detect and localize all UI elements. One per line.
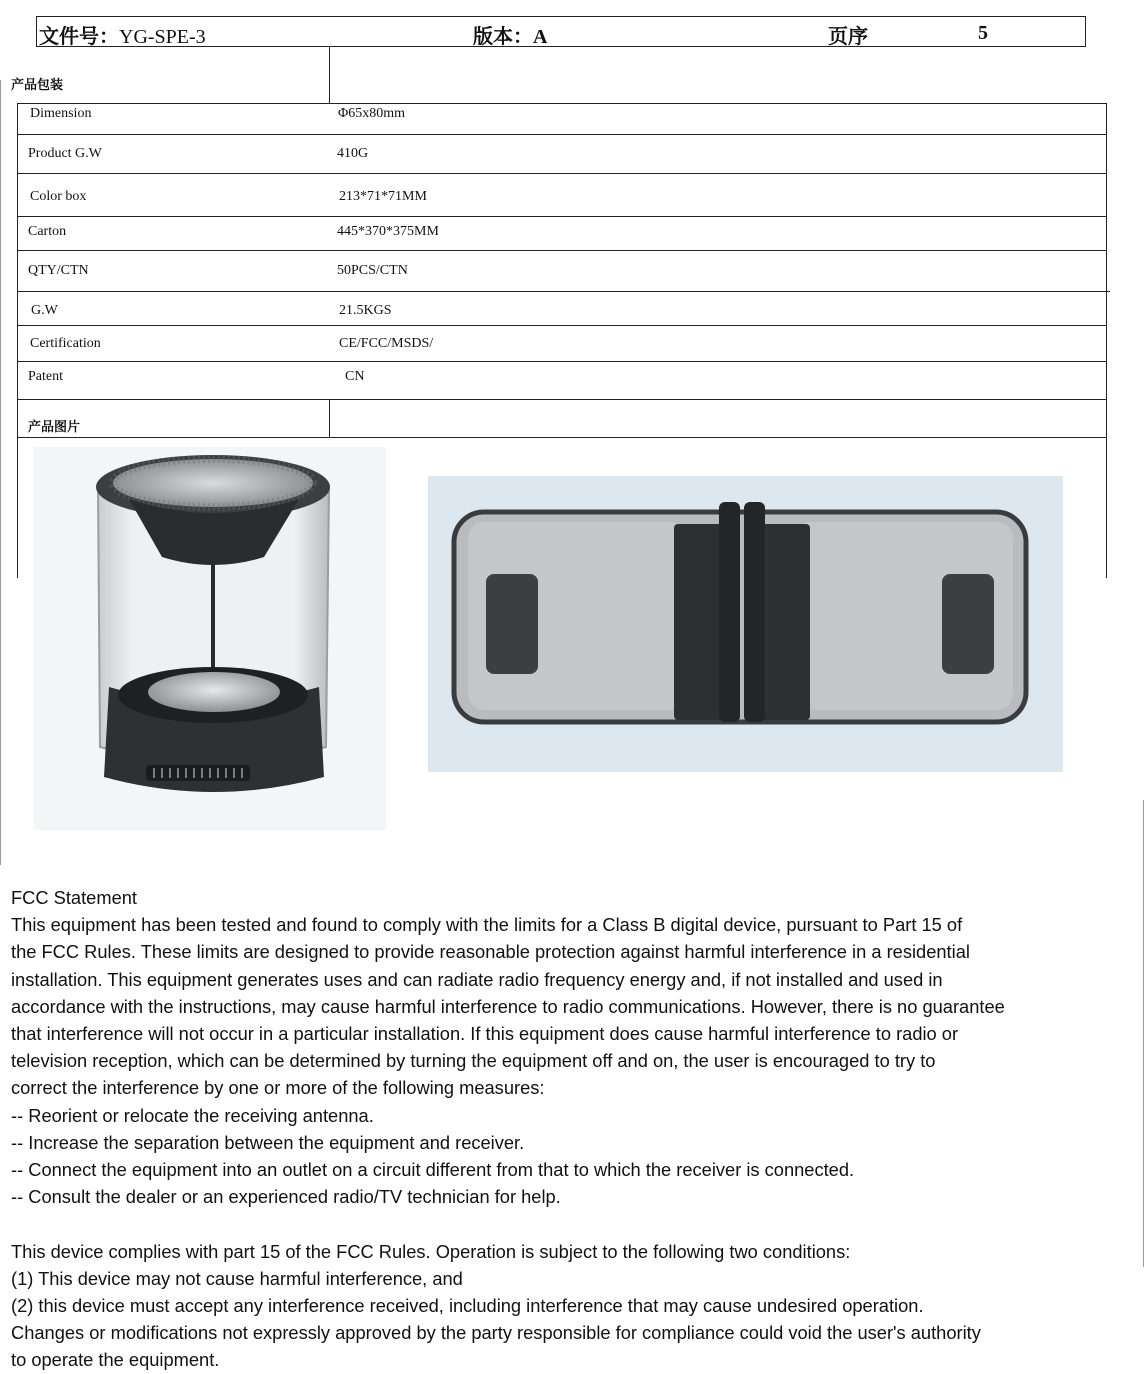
product-photo-side [428, 476, 1063, 772]
page-edge [0, 80, 1, 865]
fcc-measure: -- Consult the dealer or an experienced radio/TV technician for help. [11, 1186, 561, 1208]
doc-number-value: YG-SPE-3 [119, 26, 206, 48]
doc-number [39, 20, 206, 49]
row-divider [17, 291, 1110, 292]
row-value-color-box: 213*71*71MM [339, 189, 427, 204]
page-order-value-wrap [978, 20, 988, 45]
pictures-section-label: 产品图片 [28, 420, 81, 435]
page-order-label: 页序 [828, 24, 868, 48]
fcc-measure: -- Increase the separation between the equipment and receiver. [11, 1131, 525, 1153]
row-label-carton: Carton [28, 224, 67, 239]
row-divider [17, 173, 1107, 174]
row-value-dimension: Φ65x80mm [338, 106, 406, 121]
fcc-line: correct the interference by one or more of the following measures: [11, 1077, 545, 1099]
row-label-certification: Certification [30, 336, 101, 351]
fcc-statement [11, 884, 1145, 1374]
fcc-line: This equipment has been tested and found to comply with the limits for a Class B digital device, pursuant to Part 15 of [11, 914, 963, 936]
row-label-qty-ctn: QTY/CTN [28, 263, 89, 278]
fcc-condition: (1) This device may not cause harmful interference, and [11, 1267, 463, 1289]
version [473, 20, 547, 49]
row-divider [17, 325, 1107, 326]
row-divider [17, 399, 1107, 400]
row-divider [17, 134, 1107, 135]
fcc-line: the FCC Rules. These limits are designed to provide reasonable protection against harmful interference in a residential [11, 941, 970, 963]
fcc-line: to operate the equipment. [11, 1349, 220, 1371]
version-value: A [533, 26, 548, 48]
doc-number-label: 文件号： [39, 24, 119, 48]
fcc-line: Changes or modifications not expressly approved by the party responsible for compliance could void the user's authority [11, 1322, 981, 1344]
fcc-line: installation. This equipment generates uses and can radiate radio frequency energy and, if not installed and used in [11, 968, 943, 990]
row-divider [17, 361, 1107, 362]
fcc-measure: -- Reorient or relocate the receiving antenna. [11, 1104, 374, 1126]
row-divider [17, 250, 1107, 251]
fcc-title: FCC Statement [11, 887, 137, 908]
fcc-line: This device complies with part 15 of the FCC Rules. Operation is subject to the following two conditions: [11, 1240, 851, 1262]
speaker-horizontal-illustration [428, 476, 1063, 772]
table-right-border [1106, 103, 1107, 578]
table-left-border [17, 103, 18, 578]
row-value-qty-ctn: 50PCS/CTN [337, 263, 408, 278]
fcc-line: accordance with the instructions, may cause harmful interference to radio communications. However, there is no guarantee [11, 995, 1005, 1017]
row-value-certification: CE/FCC/MSDS/ [339, 336, 434, 351]
pictures-divider [329, 399, 330, 437]
fcc-line: that interference will not occur in a particular installation. If this equipment does cause harmful interference to radio or [11, 1023, 959, 1045]
fcc-measure: -- Connect the equipment into an outlet on a circuit different from that to which the receiver is connected. [11, 1159, 855, 1181]
row-label-product-gw: Product G.W [28, 146, 102, 161]
header-divider [329, 47, 330, 103]
paragraph-gap [11, 1210, 1145, 1237]
packaging-section-label: 产品包装 [11, 78, 64, 93]
page-order-value: 5 [978, 22, 988, 44]
row-value-patent: CN [345, 369, 365, 384]
document-header [36, 16, 1086, 47]
product-photo-front [34, 447, 386, 830]
fcc-condition: (2) this device must accept any interference received, including interference that may cause undesired operation. [11, 1295, 924, 1317]
speaker-vertical-illustration [34, 447, 386, 830]
table-top-border [17, 103, 1107, 104]
fcc-line: television reception, which can be determined by turning the equipment off and on, the user is encouraged to try to [11, 1050, 936, 1072]
row-value-gw: 21.5KGS [339, 303, 392, 318]
row-label-color-box: Color box [30, 189, 87, 204]
row-value-carton: 445*370*375MM [337, 224, 439, 239]
row-value-product-gw: 410G [337, 146, 369, 161]
row-divider [17, 437, 1107, 438]
row-label-patent: Patent [28, 369, 63, 384]
version-label: 版本： [473, 24, 533, 48]
row-label-dimension: Dimension [30, 106, 92, 121]
row-divider [17, 216, 1107, 217]
row-label-gw: G.W [31, 303, 58, 318]
page-order-label-wrap [828, 20, 868, 49]
